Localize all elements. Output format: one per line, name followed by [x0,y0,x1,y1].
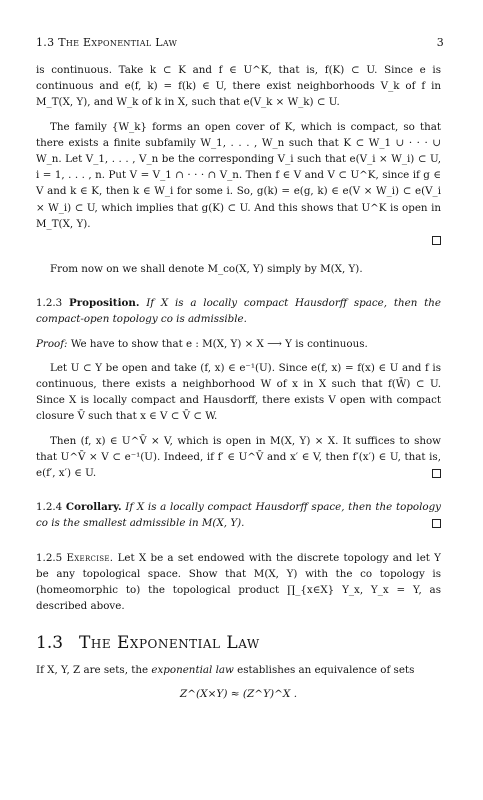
paragraph-family-cover: The family {W_k} forms an open cover of K, which is compact, so that there exists a finite subfamily W_1, . . . , W_n such that K ⊂ W_1 ∪ · · · ∪ W_n. Let V_1, . . . , V_n be the corresponding V_i such that e(V_i × W_i) ⊂ U, i = 1, . . . , n. Put V = V_1 ∩ · · · ∩ V_n. Then f ∈ V and V ⊂ U^K, since if g ∈ V and k ∈ K, then k ∈ W_i for some i. So, g(k) = e(g, k) ∈ e(V × W_i) ⊂ e(V_i × W_i) ⊂ U, which implies that g(K) ⊂ U. And this shows that U^K is open in M_T(X, Y). [36,120,441,230]
exercise-label: Exercise. [66,551,114,564]
proposition-1-2-3 [36,295,441,327]
exercise-number: 1.2.5 [36,551,63,564]
paragraph-notation: From now on we shall denote M_co(X, Y) simply by M(X, Y). [50,263,363,276]
proof-paragraph-neighborhood: Let U ⊂ Y be open and take (f, x) ∈ e⁻¹(U). Since e(f, x) = f(x) ∈ U and f is continuous, there exists a neighborhood W of x in X such that f(W̄) ⊂ U. Since X is locally compact and Hausdorff, there exists V open with compact closure V̄ such that x ∈ V ⊂ V̄ ⊂ W. [36,361,441,423]
proposition-number: 1.2.3 [36,297,63,310]
proof-paragraph-conclusion [36,433,441,482]
exercise-1-2-5 [36,550,441,615]
section-intro [36,662,441,678]
section-title: The Exponential Law [79,633,260,654]
page-body [36,62,441,703]
proof-end-row [36,232,441,248]
proposition-label: Proposition. [69,297,140,310]
qed-box-icon [432,519,441,528]
page-number: 3 [436,36,444,49]
proof-intro [36,336,441,352]
proof-conclusion-text: Then (f, x) ∈ U^V̄ × V, which is open in M(X, Y) × X. It suffices to show that U^V̄ × V ⊂ e⁻¹(U). Indeed, if f′ ∈ U^V̄ and x′ ∈ V, then f′(x′) ∈ U, that is, e(f′, x′) ∈ U. [36,434,441,480]
intro-after: establishes an equivalence of sets [237,664,415,677]
corollary-label: Corollary. [65,501,122,514]
proof-label: Proof: [36,337,68,350]
corollary-statement: If X is a locally compact Hausdorff space, then the topology co is the smallest admissible in M(X, Y). [36,501,441,530]
qed-box-icon [432,469,441,478]
paragraph-continuation: is continuous. Take k ⊂ K and f ∈ U^K, that is, f(K) ⊂ U. Since e is continuous and e(f, k) = f(k) ∈ U, there exist neighborhoods V_k of f in M_T(X, Y), and W_k of k in X, such that e(V_k × W_k) ⊂ U. [36,64,441,109]
proposition-statement: If X is a locally compact Hausdorff space, then the compact-open topology co is admissible. [36,297,441,326]
intro-emphasis: exponential law [151,664,234,677]
display-equation: Z^(X×Y) ≈ (Z^Y)^X . [179,687,298,700]
corollary-1-2-4 [36,499,441,531]
section-number: 1.3 [36,633,64,654]
qed-box-icon [432,236,441,245]
corollary-number: 1.2.4 [36,501,63,514]
section-heading [36,632,441,654]
exercise-text: Let X be a set endowed with the discrete topology and let Y be any topological space. Show that M(X, Y) with the co topology is (homeomorphic to) the topological product ∏_{x∈X} Y_x, Y_x = Y, as described above. [36,551,441,613]
intro-before: If X, Y, Z are sets, the [36,664,149,677]
proof-first-sentence: We have to show that e : M(X, Y) × X ⟶ Y is continuous. [70,337,368,350]
running-head-title: 1.3 The Exponential Law [36,36,178,49]
running-head [36,36,444,50]
